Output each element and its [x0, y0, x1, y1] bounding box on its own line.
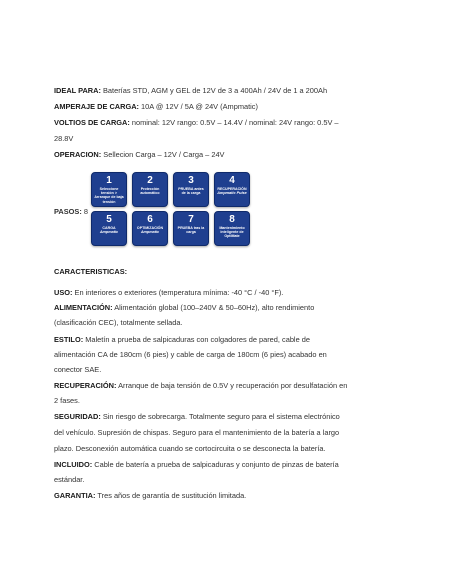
spec-label: IDEAL PARA:: [54, 86, 101, 95]
feature-value: conector SAE.: [54, 365, 102, 374]
step-number: 8: [229, 214, 235, 225]
spec-value: 28.8V: [54, 134, 74, 143]
feature-label: SEGURIDAD:: [54, 412, 101, 421]
step-tile: [214, 211, 250, 246]
step-number: 6: [147, 214, 153, 225]
feature-uso: [54, 285, 404, 300]
feature-seguridad-cont: [54, 425, 404, 440]
step-tile: [91, 211, 127, 246]
charging-steps-graphic: [91, 172, 251, 246]
spec-value: 8: [81, 207, 88, 216]
feature-value: Sin riesgo de sobrecarga. Totalmente seguro para el sistema electrónico: [100, 412, 340, 421]
feature-label: RECUPERACIÓN:: [54, 381, 117, 390]
step-text: OPTIMIZACIÓN: [136, 226, 164, 230]
spec-operacion: [54, 147, 404, 162]
feature-value: del vehículo. Supresión de chispas. Seguro para el mantenimiento de la batería a largo: [54, 428, 340, 437]
feature-label: ALIMENTACIÓN:: [54, 303, 113, 312]
feature-value: Cable de batería a prueba de salpicaduras y conjunto de pinzas de batería: [92, 460, 339, 469]
step-number: 1: [106, 175, 112, 186]
feature-value: En interiores o exteriores (temperatura mínima: -40 °C / -40 °F).: [72, 288, 284, 297]
spec-voltios: [54, 115, 404, 130]
spec-label: VOLTIOS DE CARGA:: [54, 118, 130, 127]
feature-value: Tres años de garantía de sustitución limitada.: [95, 491, 247, 500]
feature-garantia: [54, 488, 404, 503]
feature-label: INCLUIDO:: [54, 460, 93, 469]
step-number: 5: [106, 214, 112, 225]
feature-seguridad-cont: [54, 441, 404, 456]
spec-voltios-cont: [54, 131, 404, 146]
step-number: 2: [147, 175, 153, 186]
feature-value: (clasificación CEC), totalmente sellada.: [54, 318, 183, 327]
spec-value: Sellecion Carga – 12V / Carga – 24V: [101, 150, 225, 159]
feature-seguridad: [54, 409, 404, 424]
step-tile: [132, 172, 168, 207]
feature-value: 2 fases.: [54, 396, 80, 405]
feature-recuperacion: [54, 378, 404, 393]
step-brand: Ampmatic Pulse: [217, 191, 247, 196]
step-number: 7: [188, 214, 194, 225]
step-tile: [173, 172, 209, 207]
feature-value: Alimentación global (100–240V & 50–60Hz), alto rendimiento: [112, 303, 315, 312]
feature-value: alimentación CA de 180cm (6 pies) y cable de carga de 180cm (6 pies) acabado en: [54, 350, 327, 359]
step-text: PRUEBA tras la carga: [177, 226, 205, 235]
feature-estilo: [54, 332, 404, 347]
step-text: Mantenimiento inteligente de OptiMate: [219, 226, 245, 239]
feature-recuperacion-cont: [54, 393, 404, 408]
step-text: RECUPERACIÓN: [217, 187, 247, 191]
feature-value: estándar.: [54, 475, 85, 484]
step-text: CARGA: [102, 226, 116, 230]
feature-label: GARANTIA:: [54, 491, 96, 500]
step-number: 4: [229, 175, 235, 186]
step-text: Protección automático: [140, 187, 160, 196]
spec-amperaje: [54, 99, 404, 114]
feature-estilo-cont: [54, 347, 404, 362]
spec-label: OPERACION:: [54, 150, 102, 159]
spec-pasos: [54, 207, 88, 217]
spec-value: 10A @ 12V / 5A @ 24V (Ampmatic): [139, 102, 258, 111]
spec-label: AMPERAJE DE CARGA:: [54, 102, 139, 111]
feature-incluido: [54, 457, 404, 472]
feature-label: ESTILO:: [54, 335, 84, 344]
caracteristicas-heading: [54, 264, 404, 279]
step-tile: [214, 172, 250, 207]
step-tile: [91, 172, 127, 207]
spec-value: nominal: 12V rango: 0.5V – 14.4V / nominal: 24V rango: 0.5V –: [129, 118, 339, 127]
feature-estilo-cont: [54, 362, 404, 377]
spec-label: PASOS:: [54, 207, 82, 216]
spec-value: Baterías STD, AGM y GEL de 12V de 3 a 400Ah / 24V de 1 a 200Ah: [100, 86, 328, 95]
step-brand: Ampmatic: [140, 230, 160, 235]
step-number: 3: [188, 175, 194, 186]
step-text: Seleccione tensión > Arranque de baja tensión: [94, 187, 124, 204]
section-heading: CARACTERISTICAS:: [54, 267, 128, 276]
step-text: PRUEBA antes de la carga: [178, 187, 204, 196]
feature-alimentacion: [54, 300, 404, 315]
feature-value: plazo. Desconexión automática cuando se cortocircuita o se desconecta la batería.: [54, 444, 326, 453]
feature-value: Arranque de baja tensión de 0.5V y recuperación por desulfatación en: [116, 381, 348, 390]
step-brand: Ampmatic: [99, 230, 119, 235]
step-tile: [173, 211, 209, 246]
step-tile: [132, 211, 168, 246]
spec-ideal-para: [54, 83, 404, 98]
feature-value: Maletín a prueba de salpicaduras con colgadores de pared, cable de: [83, 335, 310, 344]
feature-alimentacion-cont: [54, 315, 404, 330]
feature-label: USO:: [54, 288, 73, 297]
feature-incluido-cont: [54, 472, 404, 487]
